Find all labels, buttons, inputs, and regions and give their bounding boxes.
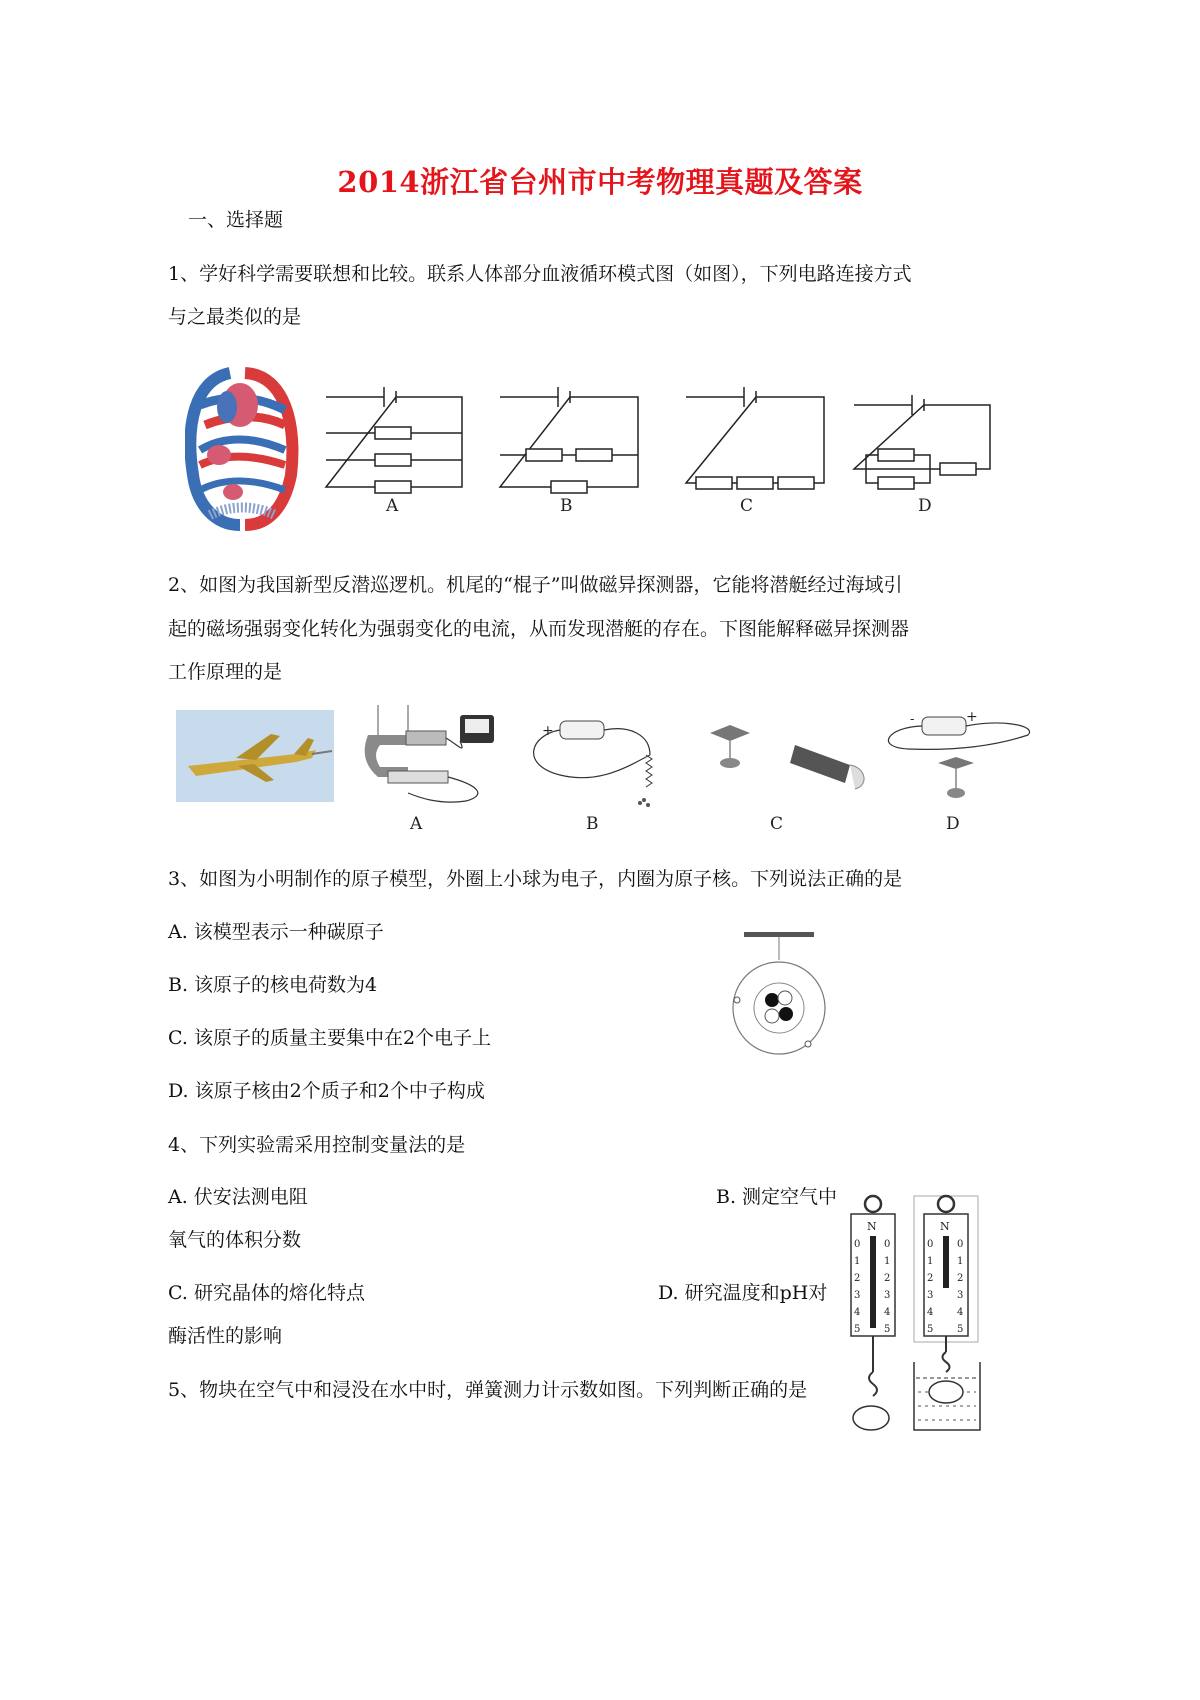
q3-option-c: C. 该原子的质量主要集中在2个电子上 [168,1027,492,1049]
q4-stem: 4、下列实验需采用控制变量法的是 [168,1134,466,1156]
option-d-label: D [918,496,932,515]
q3-option-b: B. 该原子的核电荷数为4 [168,974,378,996]
q2-option-c-label: C [770,814,784,834]
tick-a-0: 0 [854,1239,861,1250]
spring-scale-in-air [838,1192,908,1437]
q4-option-b-cont: 氧气的体积分数 [168,1229,302,1251]
option-b-label: B [560,496,573,515]
q2-option-b-label: B [586,814,599,834]
q1-text-line2: 与之最类似的是 [168,306,302,328]
battery-minus-d: - [910,712,915,727]
circuit-option-a [320,375,470,515]
tick-a-r1: 1 [884,1256,891,1267]
tick-b-r3: 3 [957,1290,964,1301]
option-a-label: A [386,496,399,515]
q4-option-c: C. 研究晶体的熔化特点 [168,1282,365,1304]
circuit-option-c [680,375,830,515]
spring-scale-in-water [910,1192,985,1437]
experiment-option-a [348,705,503,840]
tick-b-2: 2 [927,1273,934,1284]
tick-a-r3: 3 [884,1290,891,1301]
tick-a-r2: 2 [884,1273,891,1284]
tick-a-r0: 0 [884,1239,891,1250]
battery-plus-d: + [966,709,978,725]
q2-option-a-label: A [410,814,423,834]
tick-b-0: 0 [927,1239,934,1250]
section-heading: 一、选择题 [188,209,284,231]
q3-stem: 3、如图为小明制作的原子模型，外圈上小球为电子，内圈为原子核。下列说法正确的是 [168,868,903,890]
q3-option-d: D. 该原子核由2个质子和2个中子构成 [168,1080,485,1102]
q2-text-line2: 起的磁场强弱变化转化为强弱变化的电流，从而发现潜艇的存在。下图能解释磁异探测器 [168,618,910,640]
tick-b-3: 3 [927,1290,934,1301]
tick-b-r2: 2 [957,1273,964,1284]
circuit-option-b [494,375,644,515]
q1-text-line1: 1、学好科学需要联想和比较。联系人体部分血液循环模式图（如图），下列电路连接方式 [168,263,912,285]
q2-text-line1: 2、如图为我国新型反潜巡逻机。机尾的“棍子”叫做磁异探测器，它能将潜艇经过海域引 [168,574,903,596]
tick-b-r0: 0 [957,1239,964,1250]
tick-a-4: 4 [854,1307,861,1318]
scale-unit-a: N [867,1220,877,1233]
q5-stem: 5、物块在空气中和浸没在水中时，弹簧测力计示数如图。下列判断正确的是 [168,1379,808,1401]
experiment-option-d [878,705,1038,840]
q4-option-a: A. 伏安法测电阻 [168,1186,308,1208]
tick-b-r1: 1 [957,1256,964,1267]
tick-b-5: 5 [927,1324,934,1335]
experiment-option-c [700,705,870,840]
patrol-aircraft-photo [176,710,334,802]
tick-b-r5: 5 [957,1324,964,1335]
q4-option-d: D. 研究温度和pH对 [658,1282,828,1304]
atom-model-figure [728,928,830,1058]
tick-a-3: 3 [854,1290,861,1301]
tick-b-1: 1 [927,1256,934,1267]
q4-option-b: B. 测定空气中 [716,1186,838,1208]
option-c-label: C [740,496,754,515]
scale-unit-b: N [940,1220,950,1233]
page-title: 2014浙江省台州市中考物理真题及答案 [337,165,863,199]
q4-option-d-cont: 酶活性的影响 [168,1325,283,1347]
q3-option-a: A. 该模型表示一种碳原子 [168,921,384,943]
blood-circulation-diagram [185,365,300,533]
tick-a-5: 5 [854,1324,861,1335]
q2-option-d-label: D [946,814,960,834]
tick-b-4: 4 [927,1307,934,1318]
tick-a-1: 1 [854,1256,861,1267]
q2-text-line3: 工作原理的是 [168,661,283,683]
tick-a-r5: 5 [884,1324,891,1335]
tick-b-r4: 4 [957,1307,964,1318]
experiment-option-b [520,705,675,840]
tick-a-2: 2 [854,1273,861,1284]
battery-plus-b: + [542,723,554,739]
circuit-option-d [848,375,998,515]
tick-a-r4: 4 [884,1307,891,1318]
